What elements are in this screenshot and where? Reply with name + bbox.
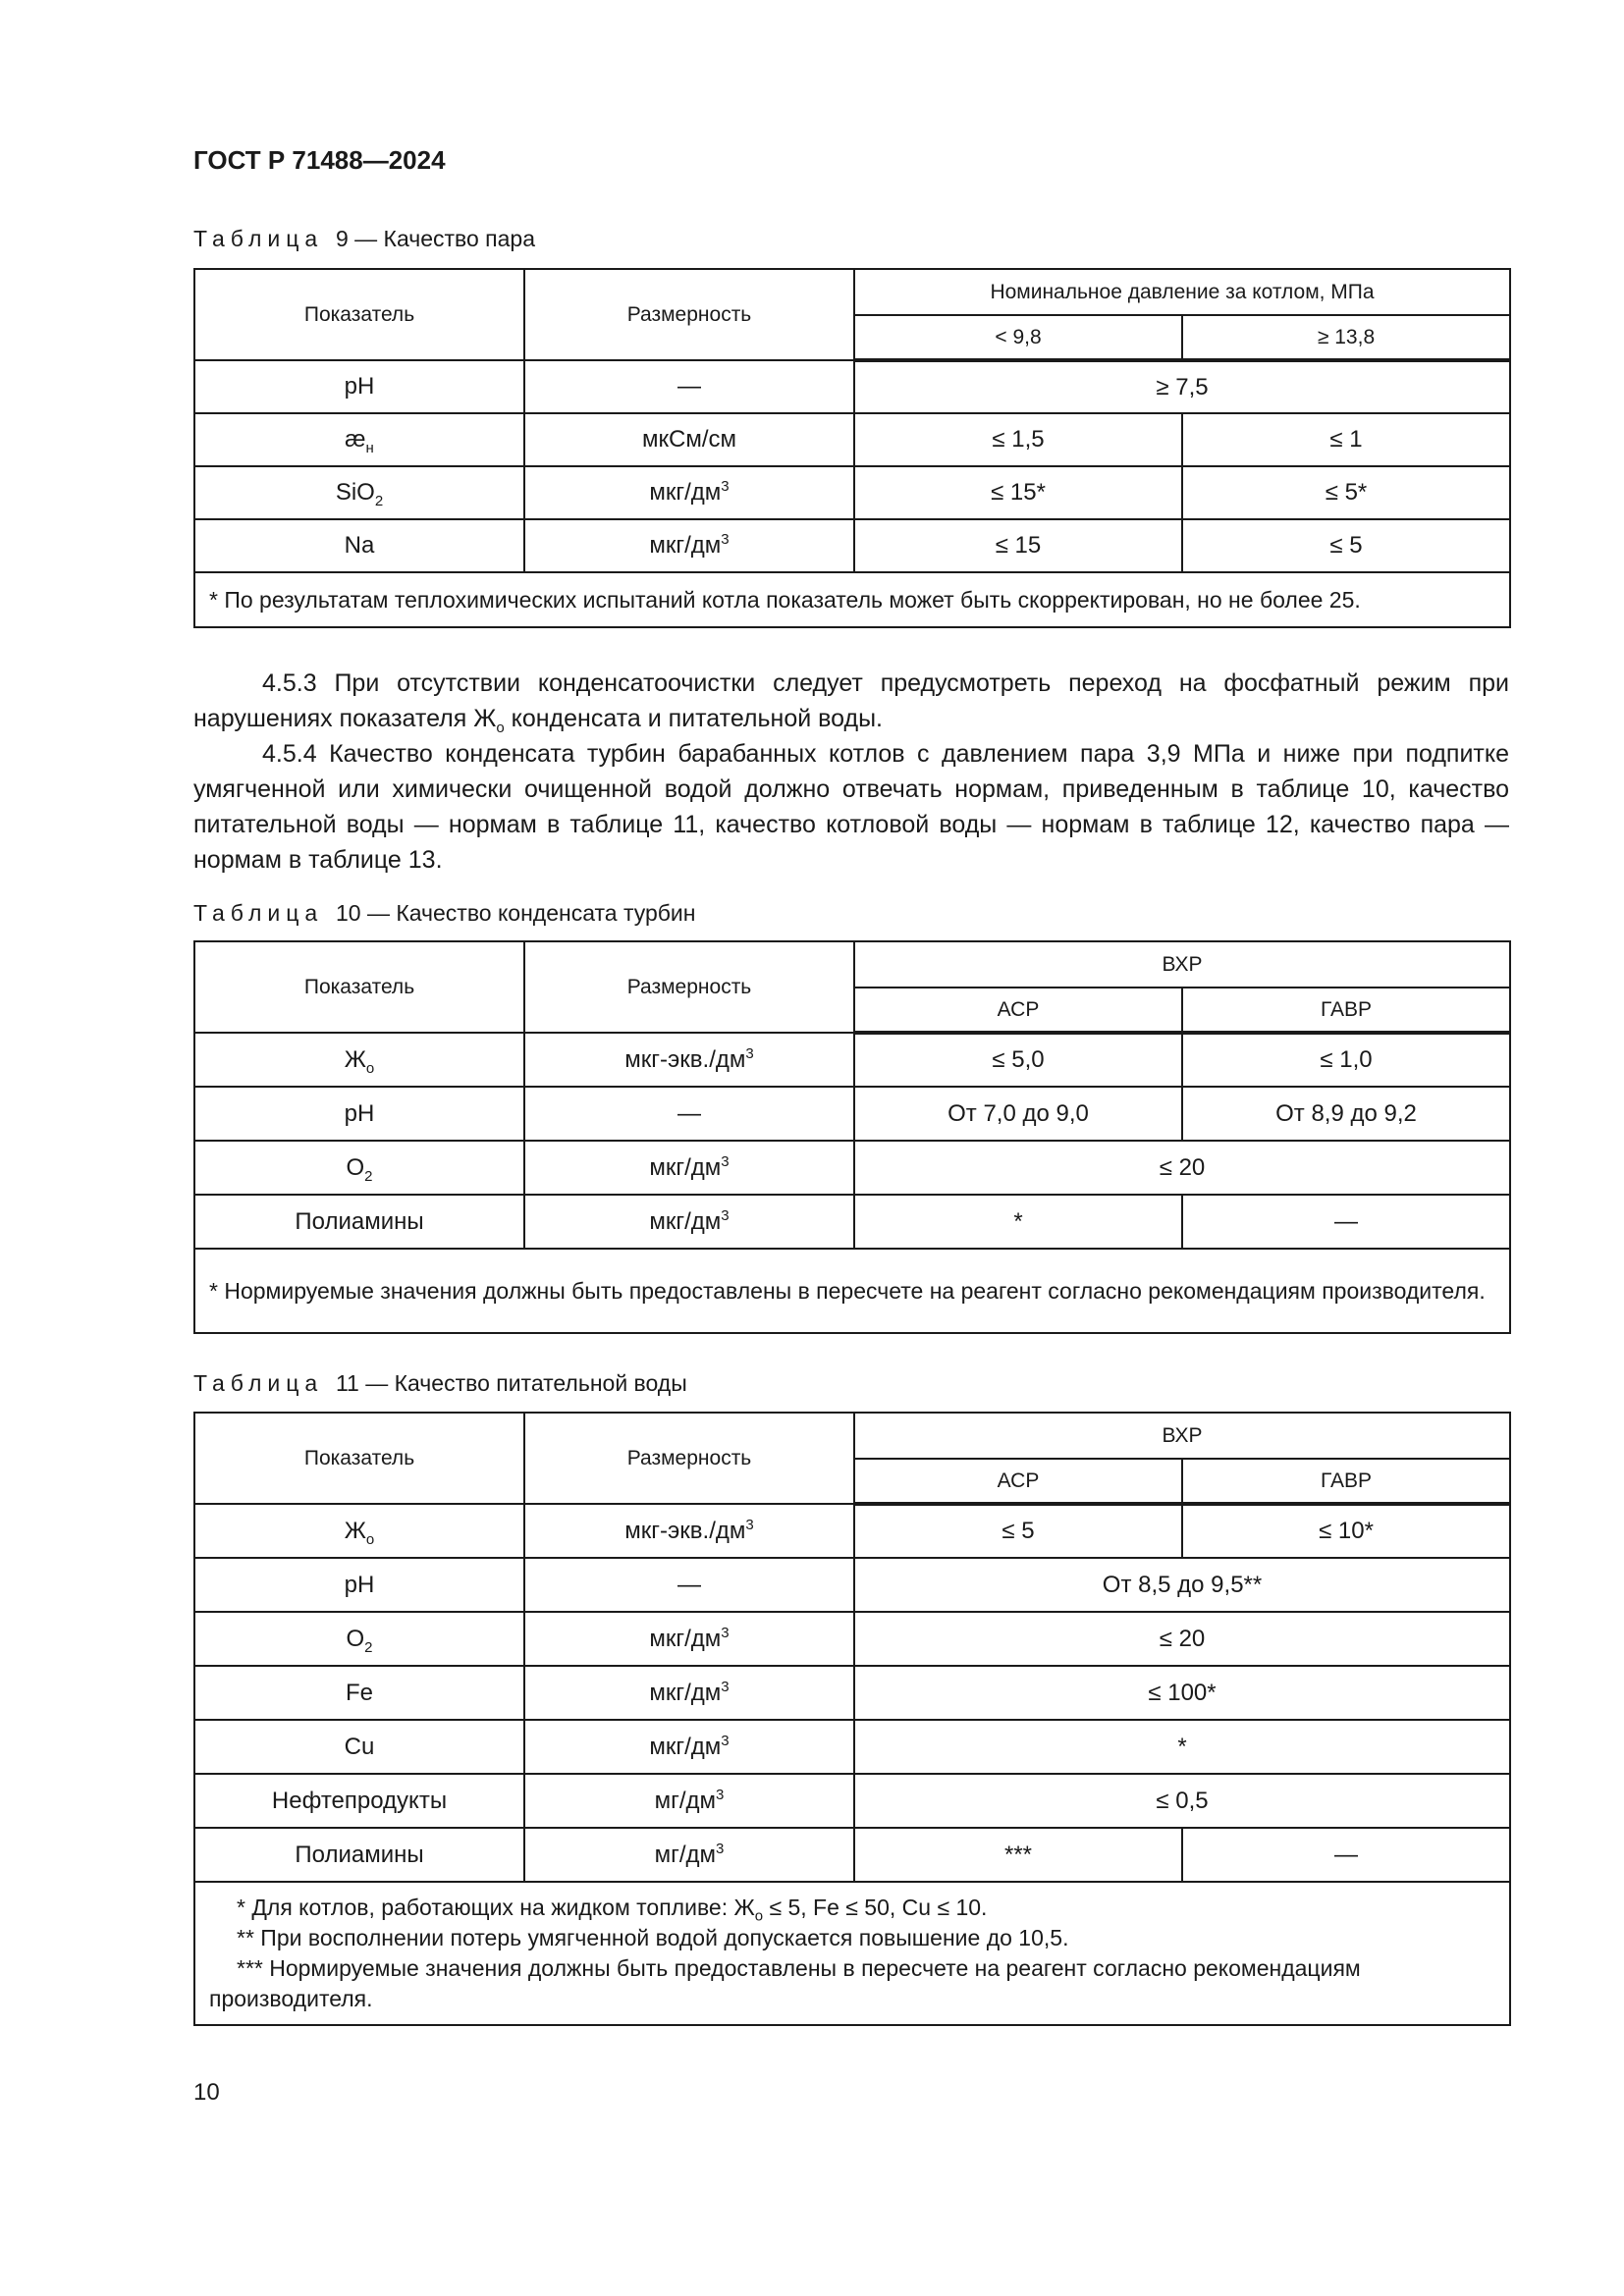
cell-superscript: 3	[721, 1206, 730, 1224]
table-cell	[524, 1195, 854, 1249]
table11	[193, 1412, 1511, 2026]
table9-caption-text: 9 — Качество пара	[335, 226, 536, 251]
table10-header-col2: ГАВР	[1182, 988, 1510, 1033]
cell-subscript: 2	[364, 1638, 373, 1656]
table-cell: ≤ 5	[1182, 519, 1510, 572]
table10-header-group: ВХР	[854, 941, 1510, 988]
cell-text: æ	[345, 426, 366, 453]
table-row	[194, 466, 1510, 519]
cell-superscript: 3	[716, 1840, 725, 1857]
table-cell: —	[1182, 1195, 1510, 1249]
table11-header-group: ВХР	[854, 1413, 1510, 1459]
table11-caption	[193, 1370, 687, 1397]
table10-footnote: * Нормируемые значения должны быть предоставлены в пересчете на реагент согласно рекомендациям производителя.	[194, 1249, 1510, 1333]
table-cell: ≤ 5	[854, 1504, 1182, 1558]
table-cell	[194, 413, 524, 466]
table10-header-param: Показатель	[194, 941, 524, 1033]
table-cell	[194, 466, 524, 519]
table-cell: *	[854, 1720, 1510, 1774]
table-cell: Na	[194, 519, 524, 572]
cell-subscript: 2	[364, 1167, 373, 1185]
table-cell	[524, 1033, 854, 1087]
table-cell	[524, 1612, 854, 1666]
cell-superscript: 3	[721, 1624, 730, 1641]
table11-footnote-1	[209, 1893, 1495, 1923]
table-cell: ≤ 10*	[1182, 1504, 1510, 1558]
table-cell	[524, 1828, 854, 1882]
table10-header-unit: Размерность	[524, 941, 854, 1033]
cell-text: мкг/дм	[649, 479, 722, 506]
table-row	[194, 1558, 1510, 1612]
cell-superscript: 3	[745, 1044, 754, 1062]
table10-caption-text: 10 — Качество конденсата турбин	[335, 900, 696, 926]
cell-superscript: 3	[745, 1516, 754, 1533]
table9-header-col2: ≥ 13,8	[1182, 315, 1510, 360]
paragraph-text: конденсата и питательной воды.	[504, 705, 883, 732]
table-cell: —	[524, 360, 854, 413]
table11-header-col2: ГАВР	[1182, 1459, 1510, 1504]
table11-caption-label: Таблица	[193, 1370, 324, 1396]
paragraph-4-5-3	[193, 666, 1509, 736]
table11-header-param: Показатель	[194, 1413, 524, 1504]
cell-superscript: 3	[721, 478, 730, 495]
table-row	[194, 1504, 1510, 1558]
table-cell	[524, 466, 854, 519]
table9-caption	[193, 226, 535, 252]
table-cell: ≤ 100*	[854, 1666, 1510, 1720]
cell-text: мкг/дм	[649, 1153, 722, 1181]
paragraph-text: 4.5.3 При отсутствии конденсатоочистки следует предусмотреть переход на фосфатный режим при нарушениях показателя Ж	[193, 669, 1509, 732]
table-cell	[524, 1504, 854, 1558]
table-cell: Fe	[194, 1666, 524, 1720]
cell-subscript: н	[365, 439, 374, 456]
table-cell	[194, 1033, 524, 1087]
table-row	[194, 1774, 1510, 1828]
table-cell: От 8,5 до 9,5**	[854, 1558, 1510, 1612]
table-cell: Полиамины	[194, 1195, 524, 1249]
cell-superscript: 3	[721, 1152, 730, 1170]
table11-footnote-3: *** Нормируемые значения должны быть предоставлены в пересчете на реагент согласно рекомендациям производителя.	[209, 1955, 1361, 2011]
table-cell: pH	[194, 360, 524, 413]
table9-header-group: Номинальное давление за котлом, МПа	[854, 269, 1510, 315]
table-cell: ≤ 5*	[1182, 466, 1510, 519]
cell-text: O	[346, 1625, 365, 1652]
table-row	[194, 1612, 1510, 1666]
footnote-subscript: о	[754, 1907, 764, 1925]
table-cell: ***	[854, 1828, 1182, 1882]
table9	[193, 268, 1511, 628]
cell-superscript: 3	[721, 531, 730, 548]
footnote-text: ≤ 5, Fe ≤ 50, Cu ≤ 10.	[763, 1895, 988, 1920]
cell-superscript: 3	[721, 1732, 730, 1749]
table-cell: мкСм/см	[524, 413, 854, 466]
table9-footnote: * По результатам теплохимических испытаний котла показатель может быть скорректирован, но не более 25.	[194, 572, 1510, 627]
table-row	[194, 1195, 1510, 1249]
table-cell: ≤ 15	[854, 519, 1182, 572]
cell-text: мкг/дм	[649, 1679, 722, 1706]
table-cell: От 8,9 до 9,2	[1182, 1087, 1510, 1141]
paragraph-4-5-4: 4.5.4 Качество конденсата турбин барабанных котлов с давлением пара 3,9 МПа и ниже при подпитке умягченной или химически очищенной водой должно отвечать нормам, приведенным в таблице 10, качество питательной воды — нормам в таблице 11, качество котловой воды — нормам в таблице 12, качество пара — нормам в таблице 13.	[193, 740, 1509, 874]
table11-header-unit: Размерность	[524, 1413, 854, 1504]
cell-text: мкг/дм	[649, 1625, 722, 1652]
table-cell: ≤ 20	[854, 1612, 1510, 1666]
table-row	[194, 519, 1510, 572]
table-cell: —	[1182, 1828, 1510, 1882]
cell-text: мкг/дм	[649, 1733, 722, 1760]
cell-subscript: о	[365, 1059, 375, 1077]
table11-caption-text: 11 — Качество питательной воды	[335, 1370, 687, 1396]
table10-header-col1: АСР	[854, 988, 1182, 1033]
cell-text: мкг-экв./дм	[624, 1517, 746, 1544]
table11-footnotes	[194, 1882, 1510, 2025]
body-text	[193, 666, 1509, 878]
table-cell	[194, 1141, 524, 1195]
table-cell: Полиамины	[194, 1828, 524, 1882]
table-cell: ≤ 0,5	[854, 1774, 1510, 1828]
table11-header-col1: АСР	[854, 1459, 1182, 1504]
cell-subscript: о	[365, 1530, 375, 1548]
table-row	[194, 1033, 1510, 1087]
table-cell	[524, 1774, 854, 1828]
footnote-text: * Для котлов, работающих на жидком топливе: Ж	[237, 1895, 755, 1920]
cell-text: SiO	[335, 479, 375, 506]
table-row	[194, 1141, 1510, 1195]
cell-text: мкг/дм	[649, 1207, 722, 1235]
table-cell	[194, 1504, 524, 1558]
document-header: ГОСТ Р 71488—2024	[193, 145, 446, 175]
table-cell: ≤ 1,0	[1182, 1033, 1510, 1087]
table-cell: Нефтепродукты	[194, 1774, 524, 1828]
table-cell: —	[524, 1558, 854, 1612]
cell-subscript: 2	[374, 492, 384, 509]
table10-caption	[193, 900, 696, 927]
table-cell: ≥ 7,5	[854, 360, 1510, 413]
table-cell: ≤ 15*	[854, 466, 1182, 519]
table-cell: *	[854, 1195, 1182, 1249]
table10-caption-label: Таблица	[193, 900, 324, 926]
table-cell	[524, 1666, 854, 1720]
table-cell: ≤ 1,5	[854, 413, 1182, 466]
table10	[193, 940, 1511, 1334]
table9-header-param: Показатель	[194, 269, 524, 360]
table-cell: pH	[194, 1558, 524, 1612]
table-cell	[524, 1720, 854, 1774]
cell-superscript: 3	[716, 1786, 725, 1803]
table-cell: ≤ 5,0	[854, 1033, 1182, 1087]
table-cell: ≤ 1	[1182, 413, 1510, 466]
table9-header-col1: < 9,8	[854, 315, 1182, 360]
table-cell: Cu	[194, 1720, 524, 1774]
table-cell: От 7,0 до 9,0	[854, 1087, 1182, 1141]
table-cell	[194, 1612, 524, 1666]
table-row	[194, 360, 1510, 413]
table9-header-unit: Размерность	[524, 269, 854, 360]
table-row	[194, 1720, 1510, 1774]
paragraph-subscript: о	[496, 720, 505, 736]
cell-superscript: 3	[721, 1678, 730, 1695]
table-row	[194, 1828, 1510, 1882]
table-row	[194, 413, 1510, 466]
table-row	[194, 1087, 1510, 1141]
cell-text: мкг-экв./дм	[624, 1045, 746, 1073]
table-row	[194, 1666, 1510, 1720]
table-cell: ≤ 20	[854, 1141, 1510, 1195]
cell-text: мг/дм	[654, 1787, 717, 1814]
cell-text: мг/дм	[654, 1841, 717, 1868]
cell-text: Ж	[344, 1517, 366, 1544]
table11-footnote-2: ** При восполнении потерь умягченной водой допускается повышение до 10,5.	[237, 1925, 1069, 1950]
table9-caption-label: Таблица	[193, 226, 324, 251]
table-cell	[524, 519, 854, 572]
cell-text: O	[346, 1153, 365, 1181]
table-cell	[524, 1141, 854, 1195]
cell-text: Ж	[344, 1045, 366, 1073]
table-cell: —	[524, 1087, 854, 1141]
page-number: 10	[193, 2079, 220, 2106]
table-cell: pH	[194, 1087, 524, 1141]
cell-text: мкг/дм	[649, 532, 722, 559]
